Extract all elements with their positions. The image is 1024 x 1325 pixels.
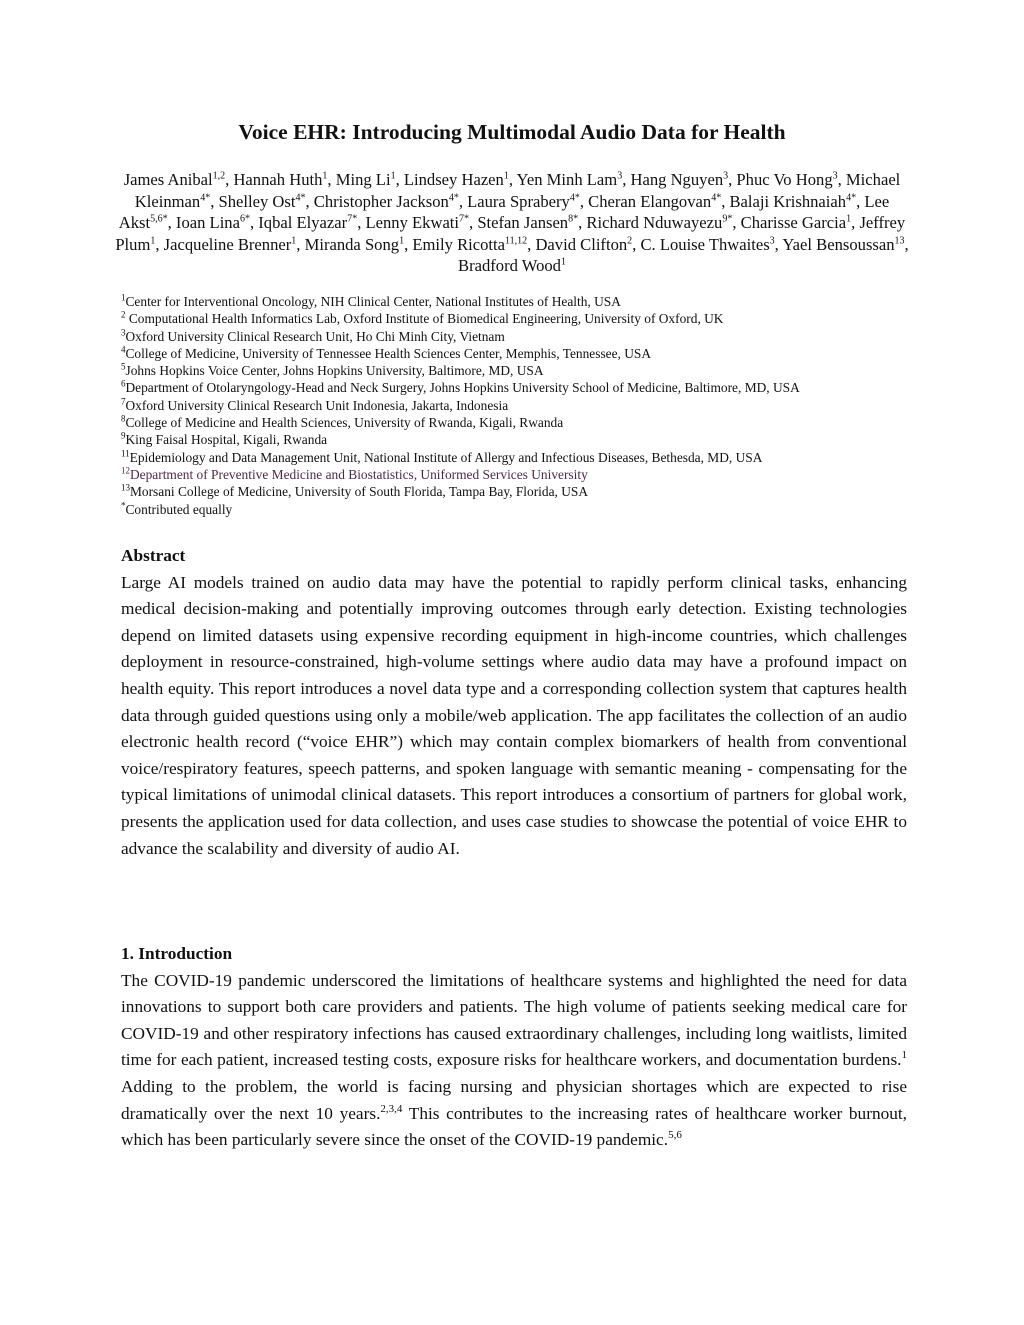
affiliation-mark: 8 [121, 413, 126, 424]
affiliation-item [121, 362, 911, 379]
author [164, 235, 305, 254]
author-separator: , [728, 170, 737, 189]
affiliation-text: King Faisal Hospital, Kigali, Rwanda [125, 432, 328, 448]
affiliation-item [121, 449, 911, 466]
affiliation-mark: 2 [121, 309, 126, 320]
author-affiliation-mark: 4* [200, 191, 211, 203]
author-name: Bradford Wood [458, 256, 561, 275]
affiliation-mark: 11 [121, 448, 130, 459]
affiliation-mark: 3 [121, 327, 126, 338]
author [305, 235, 413, 254]
author-affiliation-mark: 2 [627, 234, 633, 246]
author-separator: , [622, 170, 631, 189]
author [258, 213, 365, 232]
affiliation-text: Morsani College of Medicine, University of South Florida, Tampa Bay, Florida, USA [130, 484, 589, 500]
author-separator: , [856, 191, 865, 211]
author [176, 213, 258, 232]
author-affiliation-mark: 9* [722, 213, 733, 225]
author [365, 213, 477, 232]
author [404, 170, 517, 189]
introduction-text [121, 968, 907, 1154]
author [782, 235, 908, 254]
author-separator: , [578, 213, 587, 232]
affiliation-text: Department of Preventive Medicine and Biostatistics, Uniformed Services University [130, 466, 588, 482]
author-affiliation-mark: 11,12 [505, 234, 528, 246]
affiliation-text: College of Medicine, University of Tennessee Health Sciences Center, Memphis, Tennessee, USA [125, 345, 652, 361]
author-separator: , [527, 234, 536, 254]
affiliation-item [121, 483, 911, 500]
affiliation-mark: 5 [121, 361, 126, 372]
author-affiliation-mark: 1 [503, 170, 509, 182]
author-name: Lee Akst [118, 191, 890, 232]
author-affiliation-mark: 1,2 [212, 170, 226, 182]
author [124, 170, 234, 189]
author-separator: , [395, 170, 404, 189]
author [741, 213, 860, 232]
author [640, 235, 782, 254]
affiliation-text: Epidemiology and Data Management Unit, National Institute of Allergy and Infectious Diseases, Bethesda, MD, USA [129, 449, 763, 465]
affiliation-mark: 12 [121, 465, 130, 476]
author-name: Phuc Vo Hong [736, 170, 833, 189]
author-affiliation-mark: 8* [568, 213, 579, 225]
author [477, 213, 586, 232]
author-affiliation-mark: 1 [560, 256, 566, 268]
author-affiliation-mark: 4* [569, 191, 580, 203]
author-separator: , [305, 191, 314, 211]
author [233, 170, 335, 189]
author-name: Richard Nduwayezu [586, 213, 723, 232]
author [535, 235, 640, 254]
author-separator: , [469, 213, 478, 232]
author-affiliation-mark: 7* [459, 213, 470, 225]
author-name: Charisse Garcia [740, 213, 847, 232]
affiliation-item [121, 501, 911, 518]
author [586, 213, 740, 232]
author-affiliation-mark: 5,6* [150, 213, 168, 225]
author [630, 170, 736, 189]
affiliation-mark: 13 [121, 482, 130, 493]
affiliation-mark: 6 [121, 379, 126, 390]
author-name: C. Louise Thwaites [640, 234, 770, 254]
author-name: David Clifton [535, 234, 628, 254]
affiliation-text: Department of Otolaryngology-Head and Neck Surgery, Johns Hopkins University School of Medicine, Baltimore, MD, USA [125, 380, 800, 396]
author-affiliation-mark: 3 [769, 234, 775, 246]
introduction-section [121, 941, 907, 1154]
author-affiliation-mark: 4* [711, 191, 722, 203]
author-separator: , [632, 234, 641, 254]
affiliation-mark: 1 [121, 292, 126, 303]
affiliation-item [121, 310, 911, 327]
affiliation-mark: 9 [121, 430, 126, 441]
author-name: Cheran Elangovan [588, 191, 712, 211]
author-name: Yen Minh Lam [516, 170, 618, 189]
author [517, 170, 631, 189]
author-separator: , [721, 191, 730, 211]
affiliation-text: Johns Hopkins Voice Center, Johns Hopkins University, Baltimore, MD, USA [125, 363, 544, 379]
intro-text-part: The COVID-19 pandemic underscored the limitations of healthcare systems and highlighted the need for data innovations to support both care providers and patients. The high volume of patients seeking medical care for COVID-19 and other respiratory infections has caused extraordinary challenges, including long waitlists, limited time for each patient, increased testing costs, exposure risks for healthcare workers, and documentation burdens. [121, 970, 907, 1070]
affiliation-text: Contributed equally [125, 501, 233, 517]
author [412, 235, 535, 254]
affiliation-item [121, 397, 911, 414]
author-separator: , [155, 234, 164, 254]
author-affiliation-mark: 13 [894, 234, 905, 246]
author-affiliation-mark: 3 [723, 170, 729, 182]
author-separator: , [404, 234, 413, 254]
affiliation-text: Oxford University Clinical Research Unit, Ho Chi Minh City, Vietnam [125, 328, 505, 344]
affiliation-item [121, 328, 911, 345]
author-list [110, 169, 914, 277]
author-affiliation-mark: 7* [347, 213, 358, 225]
citation-ref: 2,3,4 [380, 1102, 403, 1115]
author-name: Lenny Ekwati [365, 213, 460, 232]
author-affiliation-mark: 4* [295, 191, 306, 203]
paper-title: Voice EHR: Introducing Multimodal Audio Data for Health [238, 120, 786, 144]
author-affiliation-mark: 4* [846, 191, 857, 203]
author-separator: , [508, 170, 517, 189]
author-affiliation-mark: 3 [832, 170, 838, 182]
author-affiliation-mark: 6* [239, 213, 250, 225]
author-separator: , [579, 191, 589, 211]
author-name: Ming Li [335, 170, 391, 189]
author [588, 192, 729, 211]
author-name: James Anibal [123, 170, 213, 189]
author-separator: , [837, 170, 846, 189]
author-separator: , [225, 170, 234, 189]
affiliation-item [121, 293, 911, 310]
author-separator: , [732, 213, 741, 232]
author-name: Jeffrey Plum [115, 213, 906, 254]
affiliation-item [121, 431, 911, 448]
author [736, 170, 846, 189]
author [729, 192, 864, 211]
author-separator: , [167, 213, 176, 232]
affiliation-item [121, 379, 911, 396]
author [458, 256, 566, 275]
author [314, 192, 467, 211]
author-name: Hannah Huth [233, 170, 323, 189]
author [218, 192, 313, 211]
author-name: Miranda Song [304, 234, 400, 254]
affiliation-text: College of Medicine and Health Sciences, University of Rwanda, Kigali, Rwanda [125, 415, 564, 431]
affiliation-item[interactable] [121, 466, 911, 483]
abstract-text: Large AI models trained on audio data may have the potential to rapidly perform clinical tasks, enhancing medical decision-making and potentially improving outcomes through early detection. Existing technologies depend on limited datasets using expensive recording equipment in high-income countries, which challenges deployment in resource-constrained, high-volume settings where audio data may have a profound impact on health equity. This report introduces a novel data type and a corresponding collection system that captures health data through guided questions using only a mobile/web application. The app facilitates the collection of an audio electronic health record (“voice EHR”) which may contain complex biomarkers of health from conventional voice/respiratory features, speech patterns, and spoken language with semantic meaning - compensating for the typical limitations of unimodal clinical datasets. This report introduces a consortium of partners for global work, presents the application used for data collection, and uses case studies to showcase the potential of voice EHR to advance the scalability and diversity of audio AI. [121, 572, 907, 858]
affiliation-text: Oxford University Clinical Research Unit Indonesia, Jakarta, Indonesia [125, 397, 509, 413]
author-affiliation-mark: 4* [448, 191, 459, 203]
author-affiliation-mark: 3 [617, 170, 623, 182]
author-name: Stefan Jansen [477, 213, 569, 232]
affiliation-list [121, 293, 911, 518]
author-name: Hang Nguyen [630, 170, 724, 189]
author-separator: , [774, 234, 783, 254]
author-separator: , [249, 213, 259, 232]
intro-text-part: Adding to the problem, the world is facing nursing and physician shortages which are expected to rise dramatically over the next 10 years. [121, 1076, 907, 1123]
affiliation-item [121, 345, 911, 362]
author [467, 192, 588, 211]
author-affiliation-mark: 1 [399, 234, 405, 246]
author-affiliation-mark: 1 [291, 234, 297, 246]
author-name: Iqbal Elyazar [258, 213, 348, 232]
author-name: Lindsey Hazen [403, 170, 504, 189]
affiliation-mark: * [121, 500, 126, 511]
author-name: Laura Sprabery [467, 191, 570, 211]
author-separator: , [327, 170, 336, 189]
author-name: Michael Kleinman [134, 170, 901, 211]
author-name: Ioan Lina [175, 213, 240, 232]
affiliation-item [121, 414, 911, 431]
author-name: Balaji Krishnaiah [729, 191, 847, 211]
author-separator: , [296, 234, 305, 254]
author-name: Emily Ricotta [412, 234, 505, 254]
introduction-heading: 1. Introduction [121, 944, 233, 963]
author-affiliation-mark: 1 [150, 234, 156, 246]
affiliation-text: Computational Health Informatics Lab, Oxford Institute of Biomedical Engineering, University of Oxford, UK [125, 311, 724, 327]
affiliation-text: Center for Interventional Oncology, NIH Clinical Center, National Institutes of Health, USA [125, 294, 621, 309]
affiliation-mark: 4 [121, 344, 126, 355]
author-name: Yael Bensoussan [782, 234, 895, 254]
author-separator: , [458, 191, 468, 211]
abstract-heading: Abstract [121, 546, 186, 565]
author-separator: , [357, 213, 366, 232]
affiliation-mark: 7 [121, 396, 126, 407]
abstract-section [121, 543, 907, 862]
author-separator: , [210, 191, 219, 211]
author-name: Shelley Ost [218, 191, 296, 211]
author-affiliation-mark: 1 [846, 213, 852, 225]
intro-text-part: This contributes to the increasing rates of healthcare worker burnout, which has been particularly severe since the onset of the COVID-19 pandemic. [121, 1103, 907, 1150]
author-affiliation-mark: 1 [322, 170, 328, 182]
citation-ref: 1 [901, 1049, 907, 1062]
author-separator: , [904, 234, 909, 254]
author [336, 170, 404, 189]
citation-ref: 5,6 [668, 1129, 682, 1142]
author-name: Christopher Jackson [313, 191, 449, 211]
author-name: Jacqueline Brenner [163, 234, 292, 254]
author-affiliation-mark: 1 [390, 170, 396, 182]
author-separator: , [851, 213, 860, 232]
